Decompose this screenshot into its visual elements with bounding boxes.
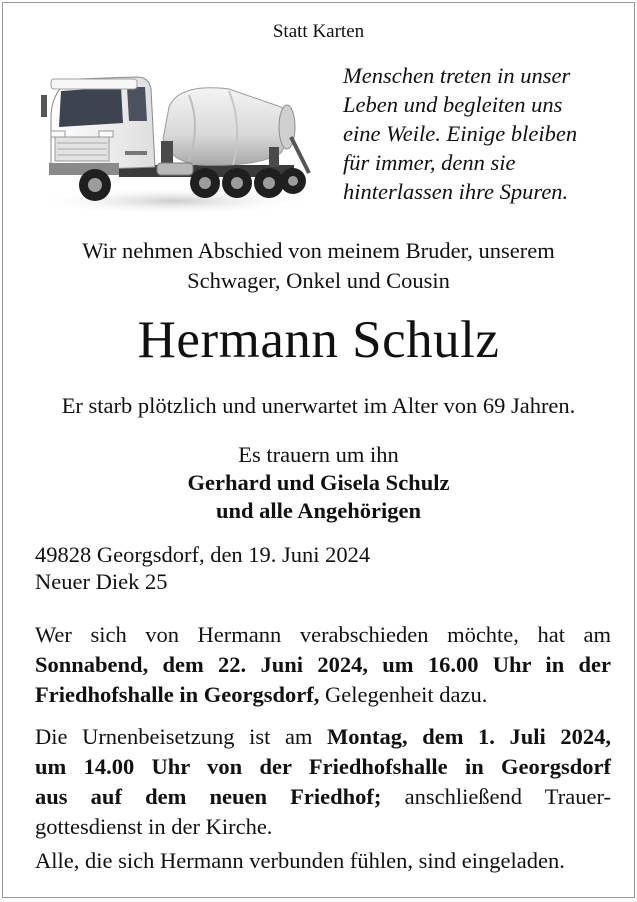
poem-line: eine Weile. Einige bleiben — [343, 121, 578, 146]
farewell-line: Wer sich von Hermann verabschieden möchte, hat am — [35, 622, 611, 647]
death-statement: Er starb plötzlich und unerwartet im Alter von 69 Jahren. — [61, 393, 576, 418]
poem-line: für immer, denn sie — [343, 150, 516, 175]
place-date: 49828 Georgsdorf, den 19. Juni 2024 — [35, 542, 371, 567]
deceased-name: Hermann Schulz — [137, 311, 500, 369]
urn-location: aus auf dem neuen Friedhof; — [35, 784, 382, 809]
urn-burial-paragraph — [35, 722, 611, 842]
farewell-line — [35, 680, 611, 710]
farewell-paragraph — [35, 620, 611, 710]
intro-line: Schwager, Onkel und Cousin — [187, 268, 450, 293]
poem-line: Leben und begleiten uns — [343, 92, 563, 117]
farewell-line-bold: Sonnabend, dem 22. Juni 2024, um 16.00 Uhr in der — [35, 652, 611, 677]
mourners-line: und alle Angehörigen — [215, 498, 422, 523]
place-and-address — [35, 541, 370, 595]
urn-intro: Die Urnenbeisetzung ist am — [35, 724, 328, 749]
farewell-location: Friedhofshalle in Georgsdorf, — [35, 682, 320, 707]
poem-line: Menschen treten in unser — [343, 63, 571, 88]
farewell-rest: Gelegenheit dazu. — [319, 682, 488, 707]
urn-line — [35, 782, 611, 812]
poem — [343, 61, 623, 206]
intro-text — [3, 236, 634, 296]
concrete-mixer-truck-icon — [29, 55, 319, 217]
urn-rest: anschließend Trauer- — [381, 784, 611, 809]
mourners-line: Gerhard und Gisela Schulz — [187, 470, 450, 495]
mourners — [3, 469, 634, 525]
urn-line-bold: um 14.00 Uhr von der Friedhofshalle in Georgsdorf — [35, 754, 611, 779]
closing-invitation: Alle, die sich Hermann verbunden fühlen, sind eingeladen. — [35, 848, 565, 873]
poem-line: hinterlassen ihre Spuren. — [343, 179, 569, 204]
urn-line — [35, 722, 611, 752]
intro-line: Wir nehmen Abschied von meinem Bruder, unserem — [82, 238, 555, 263]
urn-date: Montag, dem 1. Juli 2024, — [327, 724, 611, 749]
address: Neuer Diek 25 — [35, 569, 168, 594]
header-statt-karten: Statt Karten — [272, 21, 365, 42]
urn-line: gottesdienst in der Kirche. — [35, 814, 273, 839]
mourning-intro: Es trauern um ihn — [238, 442, 399, 467]
obituary-notice — [2, 2, 635, 898]
